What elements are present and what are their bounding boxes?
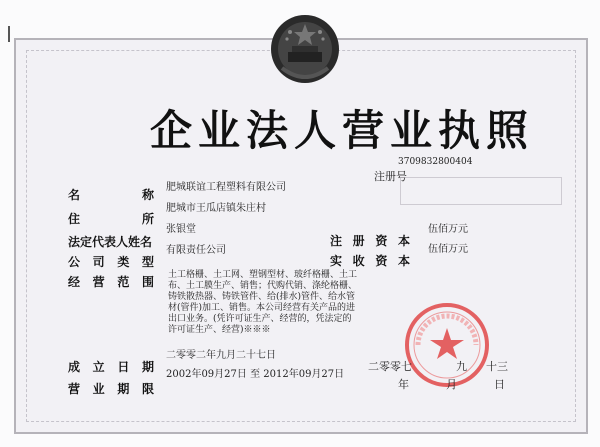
label-business-scope: 经 营 范 围: [68, 275, 154, 289]
value-registered-capital: 伍佰万元: [428, 224, 468, 235]
issue-day: 十三: [486, 360, 508, 373]
value-business-term: 2002年09月27日 至 2012年09月27日: [166, 369, 345, 380]
label-company-type: 公 司 类 型: [68, 255, 154, 269]
issue-year-char: 年: [398, 378, 409, 391]
label-name: 名 称: [68, 188, 154, 202]
label-legal-rep: 法定代表人姓名: [68, 235, 153, 249]
corner-mark: [8, 26, 10, 42]
label-paid-in-capital: 实 收 资 本: [330, 254, 410, 268]
value-business-scope: 土工格栅、土工网、塑钢型材、玻纤格栅、土工布、土工膜生产、销售；代购代销、涤纶格栅、铸铁散热器、铸铁管件、给(排水)管件、给水管材(管件)加工、销售。本公司经营有关产品的进出口业务。(凭许可证生产、经营的，凭法定的许可证生产、经营)※※※: [168, 270, 358, 335]
label-registered-capital: 注 册 资 本: [330, 234, 410, 248]
serial-number: 3709832800404: [398, 157, 473, 167]
value-legal-rep: 张银堂: [166, 224, 196, 235]
license-title: 企业法人营业执照: [150, 106, 535, 155]
registration-box: [400, 177, 562, 205]
issue-month-char: 月: [446, 378, 457, 391]
registration-label: 注册号: [374, 170, 407, 183]
issue-month: 九: [456, 360, 467, 373]
value-paid-in-capital: 伍佰万元: [428, 244, 468, 255]
label-address: 住 所: [68, 212, 154, 226]
issue-year: 二零零七: [368, 360, 412, 373]
value-name: 肥城联谊工程塑料有限公司: [166, 182, 286, 193]
national-emblem-icon: [268, 12, 342, 86]
label-established-date: 成 立 日 期: [68, 360, 154, 374]
value-address: 肥城市王瓜店镇朱庄村: [166, 203, 266, 214]
issue-day-char: 日: [494, 378, 505, 391]
label-business-term: 营 业 期 限: [68, 382, 154, 396]
value-company-type: 有限责任公司: [166, 245, 226, 256]
value-established-date: 二零零二年九月二十七日: [166, 350, 276, 361]
